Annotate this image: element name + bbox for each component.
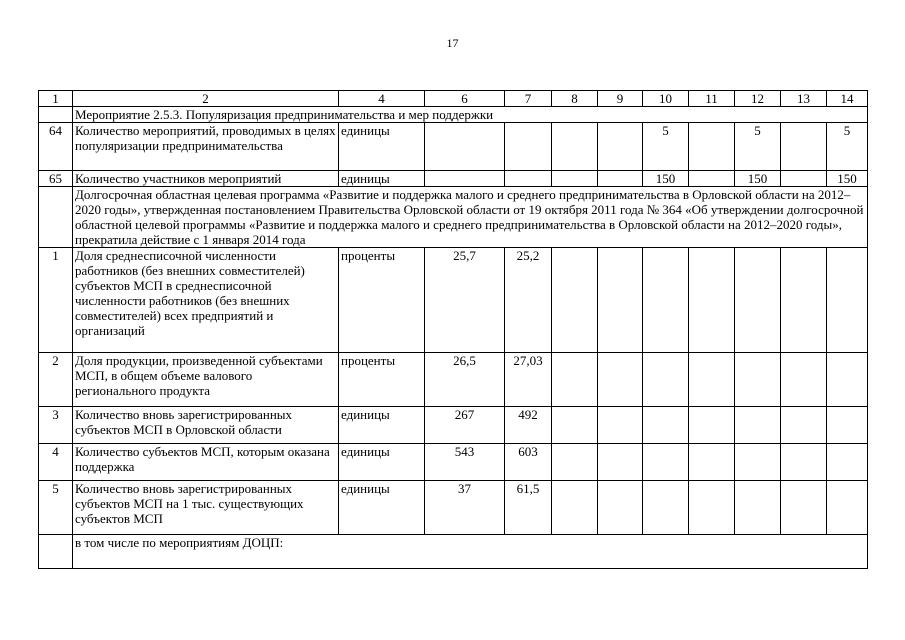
empty-cell xyxy=(552,407,598,444)
empty-cell xyxy=(735,481,781,535)
table-row xyxy=(39,353,868,407)
indicator-name: Количество мероприятий, проводимых в целях популяризации предпринимательства xyxy=(73,123,339,171)
empty-cell xyxy=(39,107,73,123)
value-cell: 37 xyxy=(425,481,505,535)
value-cell xyxy=(552,123,598,171)
unit-cell: единицы xyxy=(339,123,425,171)
row-number: 4 xyxy=(39,444,73,481)
table-row xyxy=(39,248,868,353)
empty-cell xyxy=(643,444,689,481)
table-row xyxy=(39,481,868,535)
value-cell: 25,2 xyxy=(505,248,552,353)
empty-cell xyxy=(781,353,827,407)
section-title: Мероприятие 2.5.3. Популяризация предпринимательства и мер поддержки xyxy=(73,107,868,123)
empty-cell xyxy=(643,407,689,444)
value-cell xyxy=(781,123,827,171)
column-header: 8 xyxy=(552,91,598,107)
empty-cell xyxy=(735,444,781,481)
column-header: 12 xyxy=(735,91,781,107)
value-cell xyxy=(781,171,827,187)
empty-cell xyxy=(827,481,868,535)
empty-cell xyxy=(552,353,598,407)
empty-cell xyxy=(598,481,643,535)
empty-cell xyxy=(781,481,827,535)
indicator-name: Количество субъектов МСП, которым оказана поддержка xyxy=(73,444,339,481)
empty-cell xyxy=(552,444,598,481)
empty-cell xyxy=(39,535,73,569)
column-header: 10 xyxy=(643,91,689,107)
column-number-row xyxy=(39,91,868,107)
column-header: 9 xyxy=(598,91,643,107)
column-header: 11 xyxy=(689,91,735,107)
value-cell: 5 xyxy=(735,123,781,171)
row-number: 2 xyxy=(39,353,73,407)
empty-cell xyxy=(643,353,689,407)
empty-cell xyxy=(689,407,735,444)
indicator-name: Доля среднесписочной численности работников (без внешних совместителей) субъектов МСП в среднесписочной численности работников (без внешних совместителей) всех предприятий и организаций xyxy=(73,248,339,353)
value-cell xyxy=(689,171,735,187)
value-cell xyxy=(425,171,505,187)
table-row xyxy=(39,407,868,444)
column-header: 4 xyxy=(339,91,425,107)
value-cell: 603 xyxy=(505,444,552,481)
value-cell: 150 xyxy=(643,171,689,187)
empty-cell xyxy=(598,353,643,407)
table-row xyxy=(39,123,868,171)
empty-cell xyxy=(781,248,827,353)
empty-cell xyxy=(643,248,689,353)
empty-cell xyxy=(781,407,827,444)
value-cell xyxy=(425,123,505,171)
empty-cell xyxy=(689,353,735,407)
unit-cell: единицы xyxy=(339,407,425,444)
program-title: Долгосрочная областная целевая программа «Развитие и поддержка малого и среднего предпринимательства в Орловской области на 2012–2020 годы», утвержденная постановлением Правительства Орловской области от 19 октября 2011 года № 364 «Об утверждении долгосрочной областной целевой программы «Развитие и поддержка малого и среднего предпринимательства в Орловской области на 2012–2020 годы», прекратила действие с 1 января 2014 года xyxy=(73,187,868,248)
value-cell xyxy=(598,123,643,171)
unit-cell: единицы xyxy=(339,481,425,535)
program-title-row xyxy=(39,187,868,248)
value-cell: 492 xyxy=(505,407,552,444)
empty-cell xyxy=(598,248,643,353)
empty-cell xyxy=(735,248,781,353)
column-header: 2 xyxy=(73,91,339,107)
value-cell: 5 xyxy=(643,123,689,171)
table-row xyxy=(39,171,868,187)
value-cell: 61,5 xyxy=(505,481,552,535)
column-header: 14 xyxy=(827,91,868,107)
empty-cell xyxy=(552,481,598,535)
unit-cell: проценты xyxy=(339,248,425,353)
indicator-name: Количество участников мероприятий xyxy=(73,171,339,187)
value-cell xyxy=(505,171,552,187)
empty-cell xyxy=(689,481,735,535)
indicators-table xyxy=(38,90,868,569)
empty-cell xyxy=(827,248,868,353)
value-cell: 150 xyxy=(735,171,781,187)
indicator-name: Доля продукции, произведенной субъектами МСП, в общем объеме валового регионального продукта xyxy=(73,353,339,407)
footer-note: в том числе по мероприятиям ДОЦП: xyxy=(73,535,868,569)
unit-cell: единицы xyxy=(339,444,425,481)
value-cell: 25,7 xyxy=(425,248,505,353)
value-cell: 150 xyxy=(827,171,868,187)
empty-cell xyxy=(552,248,598,353)
section-title-row xyxy=(39,107,868,123)
column-header: 6 xyxy=(425,91,505,107)
empty-cell xyxy=(598,407,643,444)
footer-row xyxy=(39,535,868,569)
value-cell: 267 xyxy=(425,407,505,444)
value-cell xyxy=(552,171,598,187)
column-header: 7 xyxy=(505,91,552,107)
empty-cell xyxy=(689,248,735,353)
value-cell xyxy=(598,171,643,187)
column-header: 13 xyxy=(781,91,827,107)
empty-cell xyxy=(735,407,781,444)
table-row xyxy=(39,444,868,481)
empty-cell xyxy=(827,407,868,444)
value-cell: 26,5 xyxy=(425,353,505,407)
empty-cell xyxy=(689,444,735,481)
value-cell: 5 xyxy=(827,123,868,171)
unit-cell: проценты xyxy=(339,353,425,407)
empty-cell xyxy=(598,444,643,481)
row-number: 64 xyxy=(39,123,73,171)
empty-cell xyxy=(781,444,827,481)
empty-cell xyxy=(827,353,868,407)
row-number: 65 xyxy=(39,171,73,187)
unit-cell: единицы xyxy=(339,171,425,187)
empty-cell xyxy=(643,481,689,535)
empty-cell xyxy=(39,187,73,248)
indicator-name: Количество вновь зарегистрированных субъектов МСП на 1 тыс. существующих субъектов МСП xyxy=(73,481,339,535)
row-number: 1 xyxy=(39,248,73,353)
column-header: 1 xyxy=(39,91,73,107)
row-number: 5 xyxy=(39,481,73,535)
empty-cell xyxy=(735,353,781,407)
indicator-name: Количество вновь зарегистрированных субъектов МСП в Орловской области xyxy=(73,407,339,444)
value-cell: 543 xyxy=(425,444,505,481)
value-cell xyxy=(689,123,735,171)
empty-cell xyxy=(827,444,868,481)
value-cell: 27,03 xyxy=(505,353,552,407)
value-cell xyxy=(505,123,552,171)
page-number: 17 xyxy=(446,36,459,50)
row-number: 3 xyxy=(39,407,73,444)
